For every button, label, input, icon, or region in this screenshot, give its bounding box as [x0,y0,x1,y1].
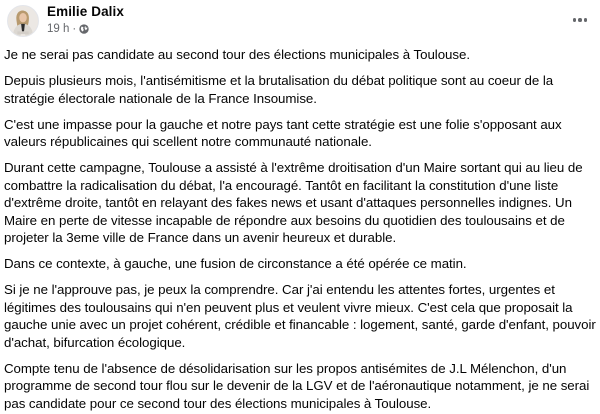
author-avatar[interactable] [7,5,39,37]
post-paragraph: C'est une impasse pour la gauche et notre pays tant cette stratégie est une folie s'opposant aux valeurs républicaines qui scellent notre communauté nationale. [4,116,562,149]
post-meta [47,23,89,35]
more-horizontal-icon-dot [573,18,577,22]
more-horizontal-icon-dot [584,18,588,22]
profile-photo-icon [8,6,38,36]
post-paragraph: Je ne serai pas candidate au second tour des élections municipales à Toulouse. [4,47,470,62]
post-paragraph: Compte tenu de l'absence de désolidarisation sur les propos antisémites de J.L Mélenchon, d'un programme de second tour flou sur le devenir de la LGV et de l'aéronautique notamment, je ne serai pas candidate pour ce second tour des élections municipales à Toulouse. [4,360,590,411]
more-options-button[interactable] [568,13,592,27]
post-paragraph: Durant cette campagne, Toulouse a assisté à l'extrême droitisation d'un Maire sortant qui au lieu de combattre la radicalisation du débat, l'a encouragé. Tantôt en facilitant la constitution d'une liste d'extrême droite, tantôt en relayant des fakes news et usant d'attaques personnelles indignes. Un Maire en perte de vitesse incapable de répondre aux besoins du quotidien des toulousains et de projeter la 3eme ville de France dans un avenir heureux et durable. [4,160,583,245]
meta-separator: · [72,23,77,35]
post-paragraph: Dans ce contexte, à gauche, une fusion de circonstance a été opérée ce matin. [4,256,467,271]
globe-icon[interactable] [79,24,89,34]
post-timestamp[interactable]: 19 h [47,23,70,35]
more-horizontal-icon-dot [578,18,582,22]
author-name[interactable]: Emilie Dalix [47,4,124,19]
post-header [0,0,600,44]
post-body [4,46,596,414]
post-paragraph: Depuis plusieurs mois, l'antisémitisme et la brutalisation du débat politique sont au coeur de la stratégie électorale nationale de la France Insoumise. [4,73,554,106]
post-paragraph: Si je ne l'approuve pas, je peux la comprendre. Car j'ai entendu les attentes fortes, urgentes et légitimes des toulousains qui n'en peuvent plus et veulent vivre mieux. C'est cela que proposait la gauche unie avec un projet cohérent, crédible et financable : logement, santé, garde d'enfant, pouvoir d'achat, bifurcation écologique. [4,282,596,350]
